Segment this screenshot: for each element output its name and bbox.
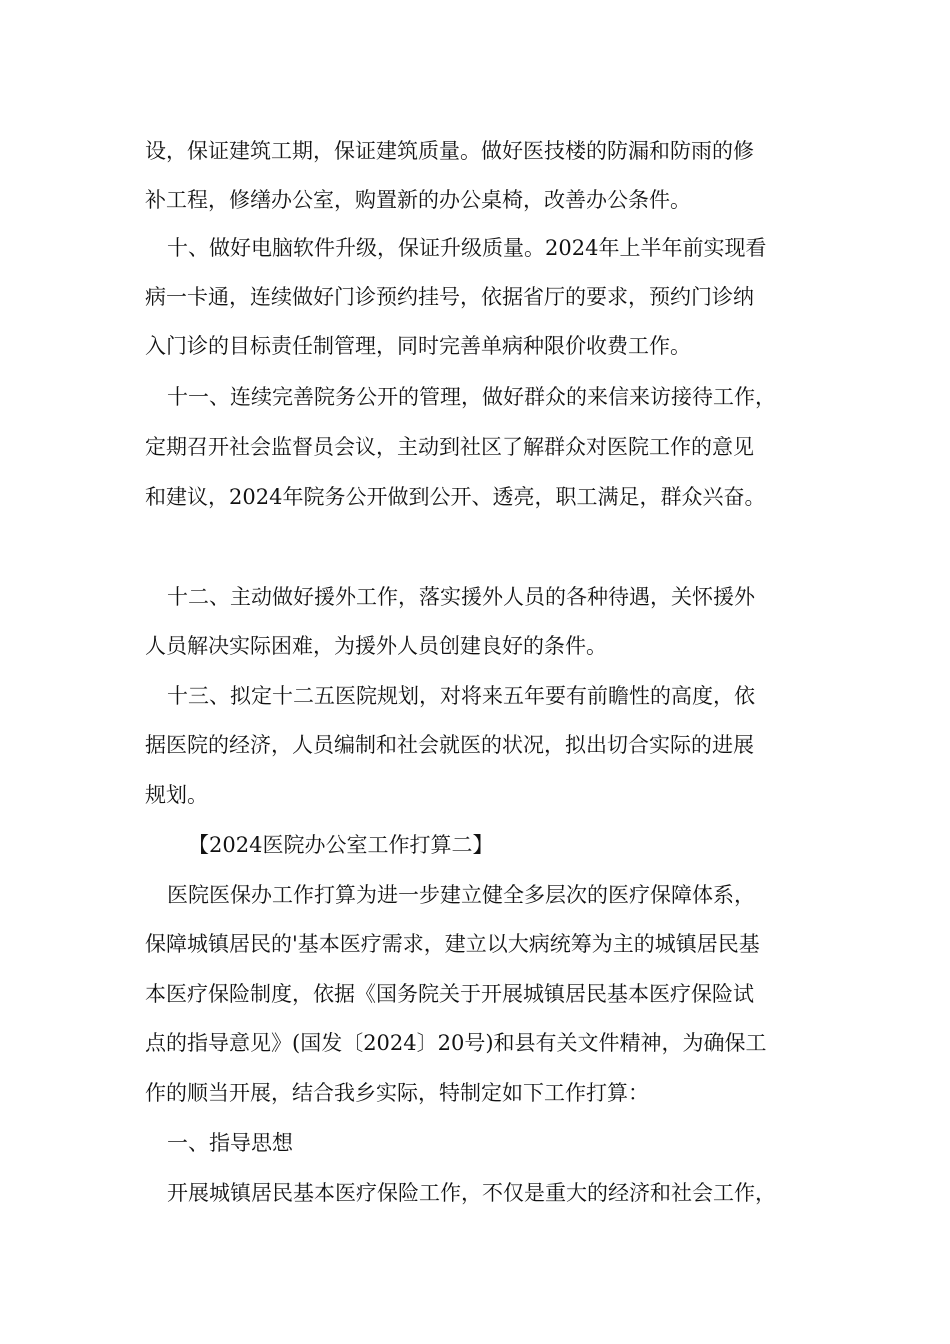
text-line: 设，保证建筑工期，保证建筑质量。做好医技楼的防漏和防雨的修 xyxy=(145,139,754,163)
text-line: 作的顺当开展，结合我乡实际，特制定如下工作打算： xyxy=(145,1081,649,1105)
text-line: 保障城镇居民的'基本医疗需求，建立以大病统筹为主的城镇居民基 xyxy=(145,932,760,956)
paragraph-item-12: 十二、主动做好援外工作，落实援外人员的各种待遇，关怀援外 xyxy=(167,585,755,609)
text-line: 规划。 xyxy=(145,783,208,807)
text-line: 人员解决实际困难，为援外人员创建良好的条件。 xyxy=(145,634,607,658)
text-line: 定期召开社会监督员会议，主动到社区了解群众对医院工作的意见 xyxy=(145,435,754,459)
text-line: 本医疗保险制度，依据《国务院关于开展城镇居民基本医疗保险试 xyxy=(145,982,754,1006)
paragraph-intro: 医院医保办工作打算为进一步建立健全多层次的医疗保障体系， xyxy=(167,883,755,907)
paragraph-item-13: 十三、拟定十二五医院规划，对将来五年要有前瞻性的高度，依 xyxy=(167,684,755,708)
subsection-heading: 一、指导思想 xyxy=(167,1131,293,1155)
text-line: 点的指导意见》(国发〔2024〕20号)和县有关文件精神，为确保工 xyxy=(145,1031,767,1055)
text-line: 开展城镇居民基本医疗保险工作，不仅是重大的经济和社会工作， xyxy=(167,1181,776,1205)
text-line: 和建议，2024年院务公开做到公开、透亮，职工满足，群众兴奋。 xyxy=(145,485,766,509)
text-line: 入门诊的目标责任制管理，同时完善单病种限价收费工作。 xyxy=(145,334,691,358)
text-line: 病一卡通，连续做好门诊预约挂号，依据省厅的要求，预约门诊纳 xyxy=(145,285,754,309)
paragraph-item-11: 十一、连续完善院务公开的管理，做好群众的来信来访接待工作， xyxy=(167,385,776,409)
text-line: 补工程，修缮办公室，购置新的办公桌椅，改善办公条件。 xyxy=(145,188,691,212)
section-heading: 【2024医院办公室工作打算二】 xyxy=(188,833,494,857)
paragraph-item-10: 十、做好电脑软件升级，保证升级质量。2024年上半年前实现看 xyxy=(167,236,767,260)
text-line: 据医院的经济，人员编制和社会就医的状况，拟出切合实际的进展 xyxy=(145,733,754,757)
